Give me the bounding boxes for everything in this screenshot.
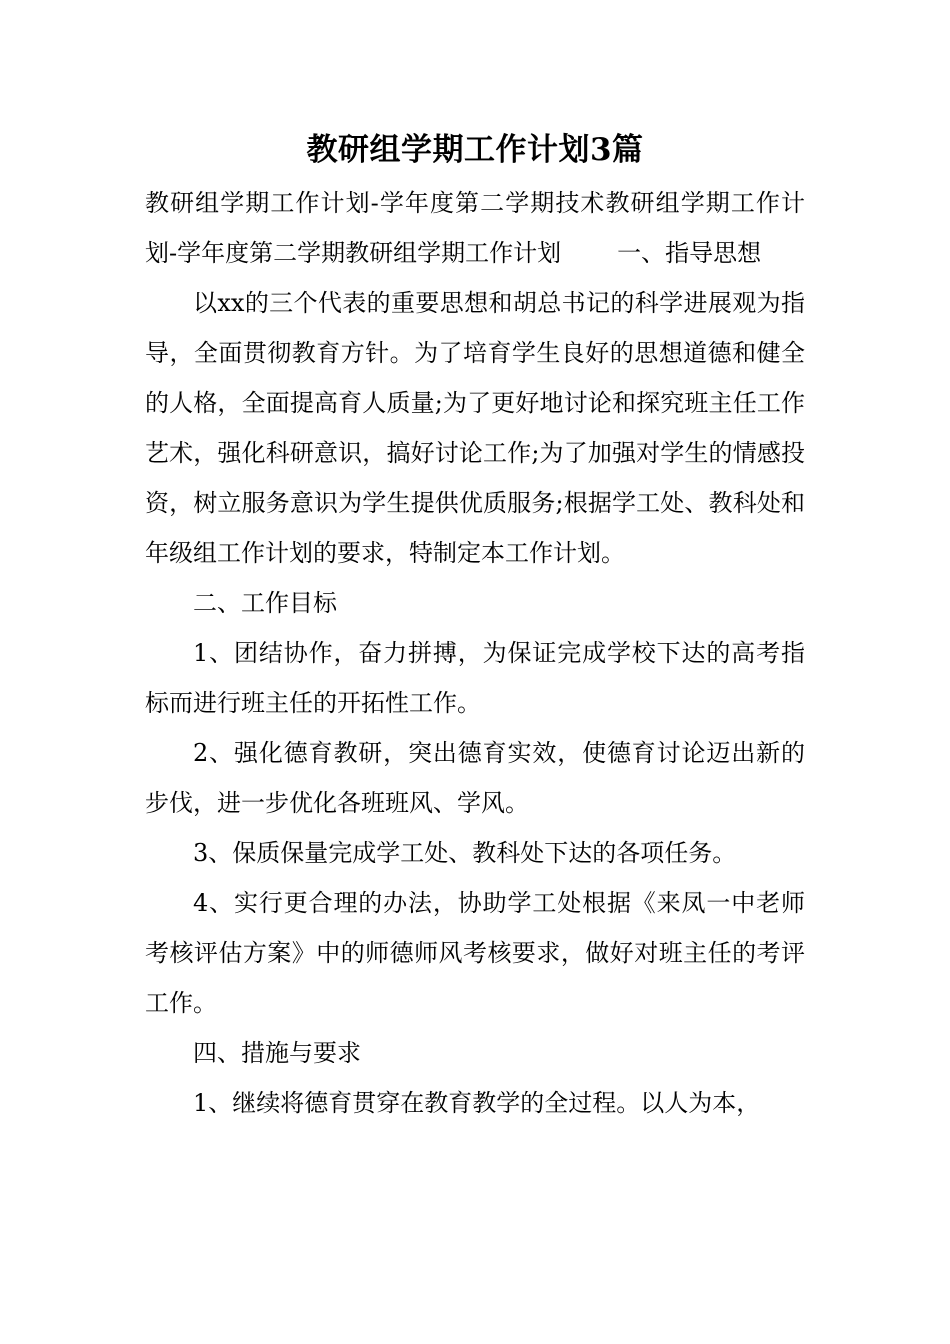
goal-item-1: 1、团结协作，奋力拼搏，为保证完成学校下达的高考指标而进行班主任的开拓性工作。 — [145, 639, 805, 717]
section-heading-guiding-ideology: 一、指导思想 — [617, 239, 762, 267]
paragraph-guiding-ideology: 以xx的三个代表的重要思想和胡总书记的科学进展观为指导，全面贯彻教育方针。为了培育学生良好的思想道德和健全的人格，全面提高育人质量;为了更好地讨论和探究班主任工作艺术，强化科研意识，搞好讨论工作;为了加强对学生的情感投资，树立服务意识为学生提供优质服务;根据学工处、教科处和年级组工作计划的要求，特制定本工作计划。 — [145, 289, 805, 567]
goal-item-4: 4、实行更合理的办法，协助学工处根据《来凤一中老师考核评估方案》中的师德师风考核要求，做好对班主任的考评工作。 — [145, 889, 805, 1017]
goal-item-3: 3、保质保量完成学工处、教科处下达的各项任务。 — [193, 839, 737, 867]
document-title: 教研组学期工作计划3篇 — [306, 132, 644, 168]
intro-text: 教研组学期工作计划-学年度第二学期技术教研组学期工作计划-学年度第二学期教研组学期工作计划 — [145, 189, 805, 267]
section-heading-work-goals: 二、工作目标 — [193, 589, 337, 617]
document-body — [145, 178, 805, 1128]
intro-paragraph — [145, 178, 805, 278]
measure-item-1: 1、继续将德育贯穿在教育教学的全过程。以人为本， — [193, 1089, 761, 1117]
section-heading-measures: 四、措施与要求 — [193, 1039, 361, 1067]
goal-item-2: 2、强化德育教研，突出德育实效，使德育讨论迈出新的步伐，进一步优化各班班风、学风。 — [145, 739, 805, 817]
